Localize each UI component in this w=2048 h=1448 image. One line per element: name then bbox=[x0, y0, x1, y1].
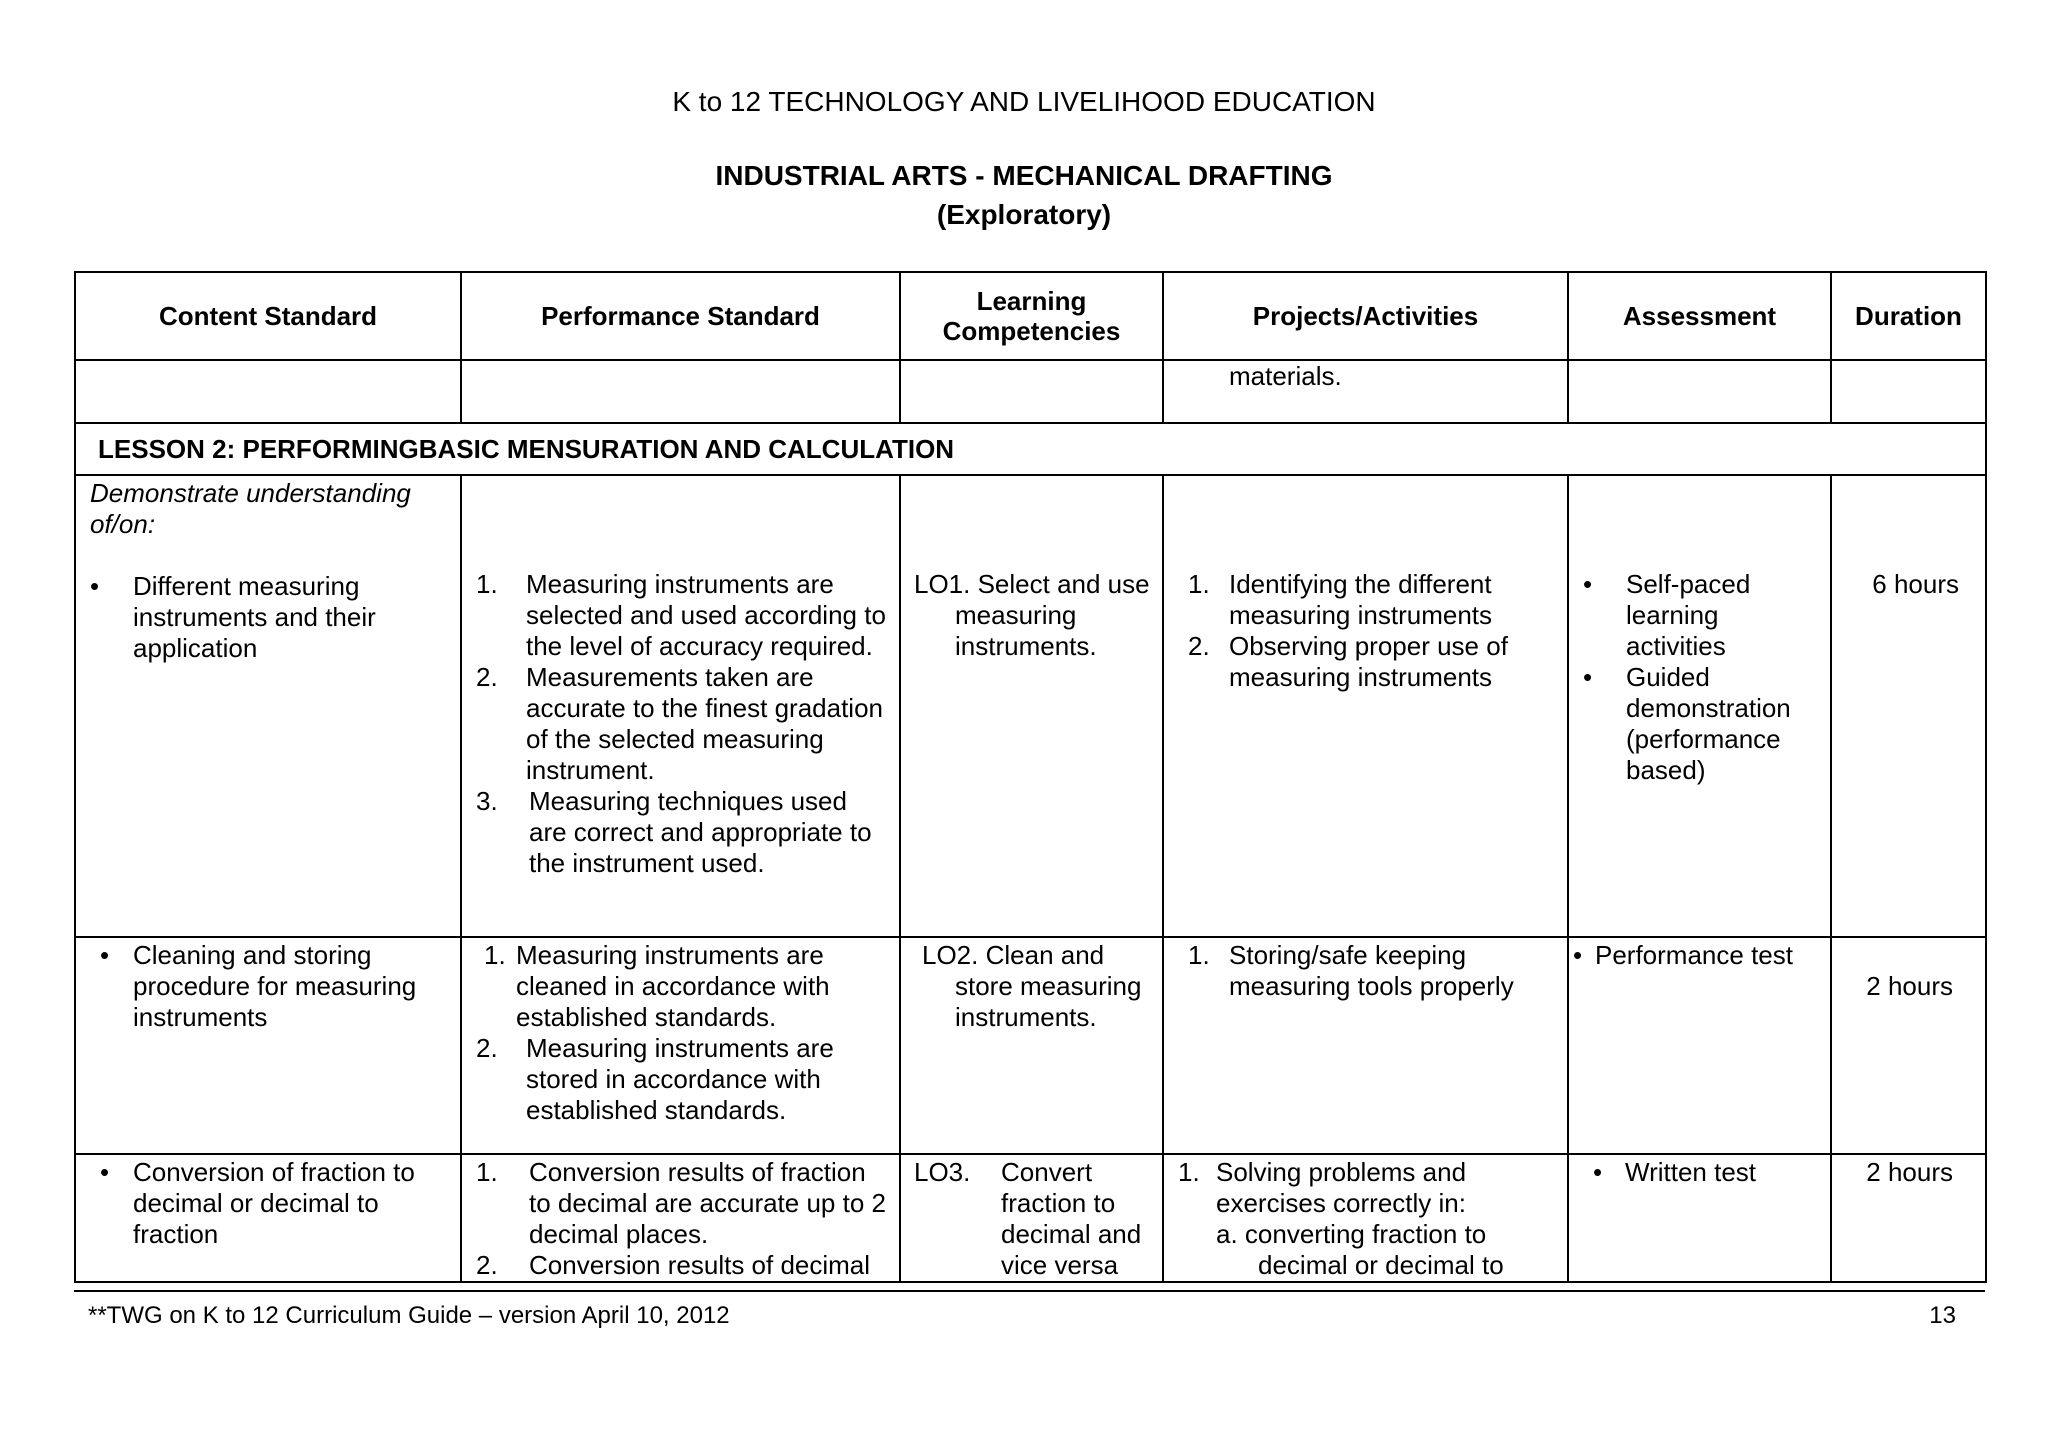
list-item: • Guided demonstration (performance based) bbox=[1583, 662, 1791, 785]
list-item: 1. Measuring instruments are cleaned in accordance with established standards. bbox=[484, 940, 830, 1032]
continued-text: materials. bbox=[1229, 361, 1342, 391]
duration: 2 hours bbox=[1866, 971, 1953, 1001]
column-header: Performance Standard bbox=[461, 272, 900, 360]
content-list bbox=[76, 940, 460, 1033]
performance-list bbox=[462, 569, 899, 879]
list-item: 1. Measuring instruments are selected and used according to the level of accuracy required. bbox=[476, 569, 886, 661]
competency: LO2. Clean and store measuring instruments. bbox=[922, 940, 1142, 1032]
lesson-title: LESSON 2: PERFORMINGBASIC MENSURATION AND CALCULATION bbox=[75, 423, 1986, 475]
header-row bbox=[75, 272, 1986, 360]
column-header: Duration bbox=[1831, 272, 1986, 360]
competency-text: Convert fraction to decimal and vice versa bbox=[1001, 1157, 1142, 1280]
projects-list bbox=[1164, 940, 1567, 1002]
table-row bbox=[75, 475, 1986, 937]
list-item: • Different measuring instruments and their application bbox=[90, 571, 376, 663]
competency: LO1. Select and use measuring instruments. bbox=[914, 569, 1150, 661]
lesson-row bbox=[75, 423, 1986, 475]
project-intro: 1. Solving problems and exercises correctly in: bbox=[1178, 1157, 1467, 1218]
assessment-list bbox=[1569, 569, 1830, 786]
list-item: 1. Storing/safe keeping measuring tools properly bbox=[1188, 940, 1514, 1001]
list-item: 3. Measuring techniques used are correct and appropriate to the instrument used. bbox=[476, 786, 872, 878]
list-item: • Self-paced learning activities bbox=[1583, 569, 1751, 661]
subject-title: INDUSTRIAL ARTS - MECHANICAL DRAFTING bbox=[715, 160, 1333, 191]
assessment-list bbox=[1569, 940, 1830, 971]
list-item: 2. Observing proper use of measuring instruments bbox=[1188, 631, 1508, 692]
competency bbox=[901, 1157, 1162, 1281]
list-item: • Performance test bbox=[1573, 940, 1793, 970]
list-item: • Written test bbox=[1593, 1157, 1757, 1187]
list-item: • Conversion of fraction to decimal or decimal to fraction bbox=[100, 1157, 415, 1249]
footer-divider bbox=[74, 1290, 1985, 1292]
list-item: 2. Measuring instruments are stored in accordance with established standards. bbox=[476, 1033, 834, 1125]
performance-list bbox=[462, 940, 899, 1126]
page-number: 13 bbox=[1929, 1302, 1956, 1329]
duration: 6 hours bbox=[1872, 569, 1959, 599]
column-header: Learning Competencies bbox=[900, 272, 1163, 360]
project-sub-item: a. converting fraction to decimal or decimal to bbox=[1216, 1219, 1504, 1280]
curriculum-table bbox=[74, 271, 1987, 1283]
competency-code: LO3. bbox=[914, 1157, 971, 1187]
column-header: Content Standard bbox=[75, 272, 461, 360]
subject-subtitle: (Exploratory) bbox=[936, 199, 1112, 230]
list-item: 2. Measurements taken are accurate to the finest gradation of the selected measuring instrument. bbox=[476, 662, 884, 785]
column-header: Projects/Activities bbox=[1163, 272, 1568, 360]
column-header: Assessment bbox=[1568, 272, 1831, 360]
list-item: 2. Conversion results of decimal bbox=[476, 1250, 871, 1280]
projects-list bbox=[1164, 569, 1567, 693]
content-list bbox=[76, 571, 460, 664]
page-title: K to 12 TECHNOLOGY AND LIVELIHOOD EDUCATION bbox=[672, 86, 1376, 117]
content-list bbox=[76, 1157, 460, 1250]
list-item: • Cleaning and storing procedure for measuring instruments bbox=[100, 940, 417, 1032]
table-row bbox=[75, 1154, 1986, 1282]
list-item: 1. Identifying the different measuring instruments bbox=[1188, 569, 1492, 630]
footer-text: **TWG on K to 12 Curriculum Guide – version April 10, 2012 bbox=[88, 1302, 730, 1329]
content-intro: Demonstrate understanding of/on: bbox=[90, 478, 411, 539]
table-row bbox=[75, 937, 1986, 1154]
table-row bbox=[75, 360, 1986, 423]
assessment-list bbox=[1569, 1157, 1830, 1188]
performance-list bbox=[462, 1157, 899, 1281]
duration: 2 hours bbox=[1866, 1157, 1953, 1187]
list-item: 1. Conversion results of fraction to decimal are accurate up to 2 decimal places. bbox=[476, 1157, 886, 1249]
